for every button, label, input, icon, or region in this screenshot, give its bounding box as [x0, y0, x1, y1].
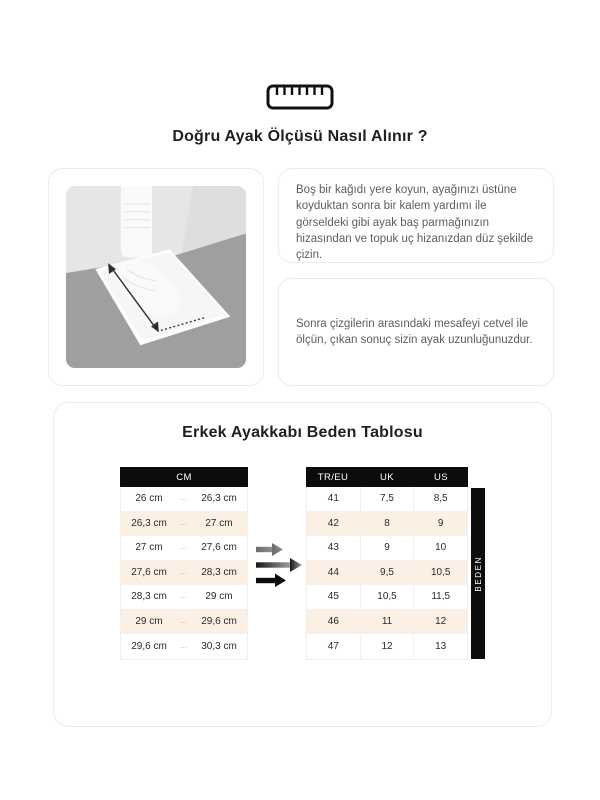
size-table-row	[307, 512, 467, 537]
page-title: Doğru Ayak Ölçüsü Nasıl Alınır ?	[172, 128, 428, 145]
foot-photo-card	[48, 168, 264, 386]
size-uk: 12	[361, 634, 415, 659]
range-separator: ...	[180, 617, 188, 625]
size-us: 12	[435, 615, 447, 627]
cm-table-row	[121, 536, 247, 561]
cm-to: 27,6 cm	[201, 542, 237, 554]
cm-from: 26 cm	[135, 493, 163, 505]
range-separator: ...	[180, 568, 188, 576]
size-table-row	[307, 561, 467, 586]
size-uk: 8	[361, 512, 415, 536]
size-us: 9	[437, 517, 444, 529]
range-separator: ...	[180, 593, 188, 601]
cm-table-row	[121, 634, 247, 659]
range-separator: ...	[180, 519, 188, 527]
cm-table-row	[121, 487, 247, 512]
size-us: 13	[435, 640, 447, 652]
size-us: 10,5	[430, 566, 451, 578]
size-tr-eu: 45	[307, 585, 361, 609]
size-us: 11,5	[431, 591, 451, 603]
cm-table-header: CM	[120, 467, 248, 487]
beden-vertical-label	[471, 488, 485, 659]
transfer-arrows-icon	[256, 542, 308, 593]
cm-table-row	[121, 512, 247, 537]
size-table-header-us: US	[434, 471, 448, 483]
instruction-step-2: Sonra çizgilerin arasındaki mesafeyi cetvel ile ölçün, çıkan sonuç sizin ayak uzunluğunuzdur.	[296, 317, 533, 346]
size-tr-eu: 47	[307, 634, 361, 659]
size-us: 8,5	[433, 493, 448, 505]
size-tr-eu: 41	[307, 487, 361, 511]
size-table-row	[307, 536, 467, 561]
size-tr-eu: 42	[307, 512, 361, 536]
size-chart-card	[53, 402, 552, 727]
cm-from: 29 cm	[135, 615, 163, 627]
size-uk: 9,5	[361, 561, 415, 585]
cm-to: 27 cm	[205, 517, 233, 529]
cm-table-row	[121, 610, 247, 635]
instruction-card-2	[278, 278, 554, 386]
cm-to: 28,3 cm	[201, 566, 237, 578]
beden-text: BEDEN	[473, 555, 483, 592]
size-table-row	[307, 487, 467, 512]
size-table-row	[307, 610, 467, 635]
cm-table-row	[121, 561, 247, 586]
cm-from: 29,6 cm	[131, 640, 167, 652]
instruction-card-1	[278, 168, 554, 263]
cm-to: 29 cm	[205, 591, 233, 603]
cm-from: 27 cm	[135, 542, 163, 554]
cm-from: 27,6 cm	[131, 566, 167, 578]
range-separator: ...	[180, 642, 188, 650]
size-uk: 9	[361, 536, 415, 560]
size-tr-eu: 44	[307, 561, 361, 585]
size-tr-eu: 46	[307, 610, 361, 634]
size-uk: 10,5	[361, 585, 415, 609]
size-chart-title: Erkek Ayakkabı Beden Tablosu	[182, 424, 423, 441]
cm-from: 28,3 cm	[131, 591, 167, 603]
cm-to: 29,6 cm	[201, 615, 237, 627]
foot-measurement-photo	[66, 186, 246, 368]
ruler-icon	[266, 84, 334, 115]
page-header	[0, 84, 600, 146]
range-separator: ...	[180, 544, 188, 552]
size-uk: 7,5	[361, 487, 415, 511]
size-table-header-uk: UK	[380, 471, 394, 483]
instruction-step-1: Boş bir kağıdı yere koyun, ayağınızı üstüne koyduktan sonra bir kalem yardımı ile görseldeki gibi ayak baş parmağınızın hizasından ve topuk uç hizanızdan düz şekilde çizin.	[296, 184, 534, 262]
cm-range-table	[120, 467, 248, 660]
size-uk: 11	[361, 610, 415, 634]
size-table-row	[307, 634, 467, 659]
cm-from: 26,3 cm	[131, 517, 167, 529]
range-separator: ...	[180, 495, 188, 503]
cm-to: 26,3 cm	[201, 493, 237, 505]
size-table-row	[307, 585, 467, 610]
size-us: 10	[435, 542, 447, 554]
size-conversion-table	[306, 467, 468, 660]
size-tr-eu: 43	[307, 536, 361, 560]
size-table-header-tr-eu: TR/EU	[317, 471, 349, 483]
cm-to: 30,3 cm	[201, 640, 237, 652]
cm-table-row	[121, 585, 247, 610]
